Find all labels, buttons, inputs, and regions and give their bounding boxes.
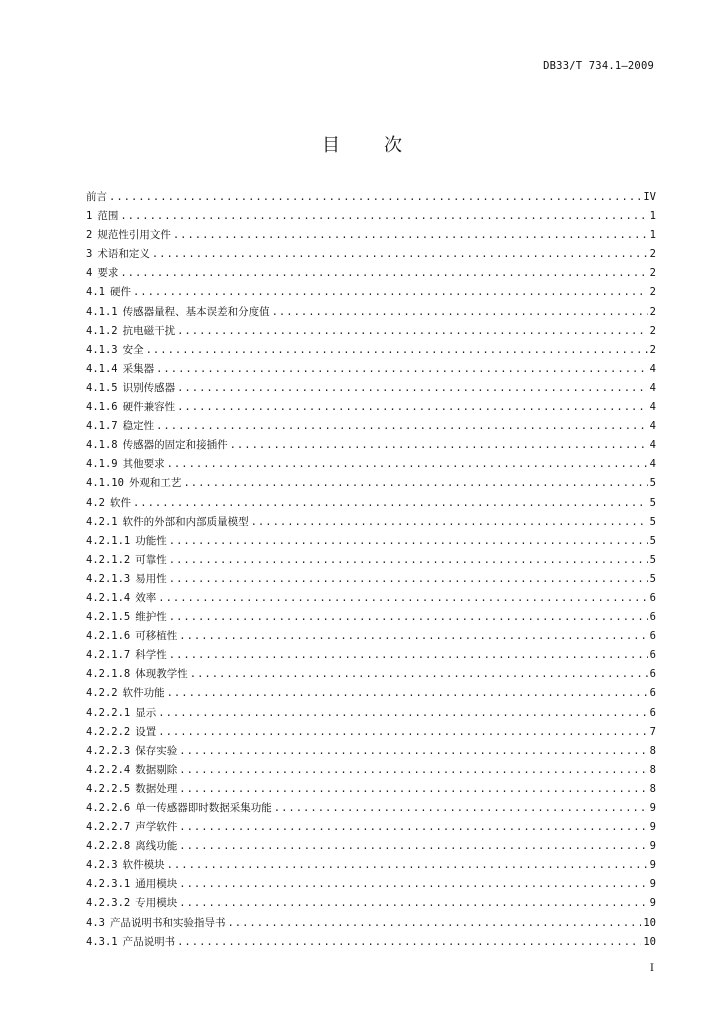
toc-entry-page: 6 [649, 687, 656, 700]
toc-entry-number: 4.2.1.1 [86, 534, 131, 547]
toc-leader-dots [169, 551, 648, 570]
toc-entry-title: 保存实验 [135, 744, 178, 757]
toc-leader-dots [158, 704, 647, 723]
toc-leader-dots [177, 322, 648, 341]
toc-entry-title: 软件 [109, 496, 131, 509]
toc-leader-dots [133, 283, 648, 302]
toc-leader-dots [179, 818, 647, 837]
toc-entry-number: 4.2.2.3 [86, 744, 131, 757]
toc-entry-number: 4.1.8 [86, 439, 118, 452]
toc-leader-dots [152, 245, 648, 264]
toc-leader-dots [120, 207, 647, 226]
toc-entry-number: 4.2.3.1 [86, 878, 131, 891]
toc-leader-dots [179, 761, 647, 780]
toc-entry-number: 4.2.3 [86, 859, 118, 872]
toc-entry-page: 4 [649, 401, 656, 414]
toc-entry-number: 4.2.3.2 [86, 897, 131, 910]
toc-entry-title: 规范性引用文件 [97, 229, 171, 242]
toc-entry-title: 维护性 [135, 611, 167, 624]
toc-leader-dots [133, 494, 648, 513]
toc-entry-number: 2 [86, 229, 93, 242]
toc-entry-title: 可移植性 [135, 630, 178, 643]
toc-entry[interactable] [86, 341, 656, 360]
toc-entry-page: 10 [643, 916, 656, 929]
toc-entry[interactable] [86, 513, 656, 532]
toc-entry[interactable] [86, 532, 656, 551]
toc-entry-title: 设置 [135, 725, 157, 738]
toc-entry-page: 5 [649, 572, 656, 585]
toc-entry-title: 识别传感器 [122, 381, 176, 394]
toc-entry[interactable] [86, 894, 656, 913]
toc-entry-page: 7 [649, 725, 656, 738]
toc-leader-dots [177, 933, 641, 952]
toc-entry-number: 4.2.1.2 [86, 553, 131, 566]
toc-entry[interactable] [86, 875, 656, 894]
toc-entry[interactable] [86, 665, 656, 684]
toc-entry-page: 10 [643, 935, 656, 948]
toc-entry-number: 4.2.1.8 [86, 668, 131, 681]
toc-entry-number: 4.1.4 [86, 362, 118, 375]
toc-entry[interactable] [86, 207, 656, 226]
toc-entry-title: 前言 [86, 191, 107, 203]
toc-entry-number: 4.1 [86, 286, 105, 299]
toc-entry-number: 4.2 [86, 496, 105, 509]
toc-leader-dots [179, 627, 647, 646]
toc-entry-title: 抗电磁干扰 [122, 324, 176, 337]
toc-leader-dots [169, 608, 648, 627]
toc-entry-title: 可靠性 [135, 553, 167, 566]
toc-entry-page: 5 [649, 534, 656, 547]
toc-entry[interactable] [86, 379, 656, 398]
toc-entry-number: 4.2.1.4 [86, 591, 131, 604]
toc-entry-title: 其他要求 [122, 458, 165, 471]
toc-leader-dots [173, 226, 648, 245]
toc-leader-dots [167, 856, 648, 875]
toc-leader-dots [169, 570, 648, 589]
toc-entry[interactable] [86, 474, 656, 493]
toc-entry[interactable] [86, 799, 656, 818]
document-code: DB33/T 734.1—2009 [543, 60, 654, 72]
page-number: I [649, 962, 654, 974]
toc-entry-title: 功能性 [135, 534, 167, 547]
toc-leader-dots [179, 894, 647, 913]
toc-entry[interactable] [86, 589, 656, 608]
toc-entry-title: 硬件 [109, 286, 131, 299]
toc-entry[interactable] [86, 188, 656, 207]
toc-entry-page: 2 [649, 248, 656, 261]
toc-entry-title: 体现教学性 [135, 668, 188, 681]
toc-entry-title: 产品说明书 [122, 935, 176, 948]
toc-entry[interactable] [86, 704, 656, 723]
toc-entry-page: 9 [649, 821, 656, 834]
toc-entry-page: 5 [649, 553, 656, 566]
toc-leader-dots [251, 513, 648, 532]
toc-entry[interactable] [86, 684, 656, 703]
toc-entry-number: 4.2.2.6 [86, 802, 131, 814]
toc-entry-page: 1 [649, 210, 656, 223]
toc-entry-number: 4.1.6 [86, 401, 118, 414]
toc-entry-number: 4.1.3 [86, 343, 118, 356]
table-of-contents [86, 188, 656, 952]
toc-entry-number: 4.1.5 [86, 381, 118, 394]
page-title-char-1: 目 [322, 135, 340, 156]
toc-entry[interactable] [86, 398, 656, 417]
toc-leader-dots [169, 532, 648, 551]
toc-entry-title: 软件的外部和内部质量模型 [122, 515, 249, 528]
toc-entry-title: 传感器量程、基本误差和分度值 [122, 305, 270, 318]
toc-entry-number: 4.2.2.4 [86, 763, 131, 776]
toc-entry[interactable] [86, 646, 656, 665]
toc-leader-dots [179, 837, 647, 856]
toc-entry[interactable] [86, 551, 656, 570]
toc-entry[interactable] [86, 226, 656, 245]
toc-entry-number: 4.1.1 [86, 305, 118, 318]
toc-entry-title: 传感器的固定和接插件 [122, 439, 228, 452]
toc-entry-page: 4 [649, 381, 656, 394]
toc-entry-number: 4.3 [86, 916, 105, 929]
toc-leader-dots [156, 360, 648, 379]
toc-leader-dots [167, 684, 648, 703]
toc-entry-number: 4.2.2.5 [86, 782, 131, 795]
toc-leader-dots [274, 799, 648, 818]
toc-leader-dots [156, 417, 648, 436]
toc-leader-dots [120, 264, 647, 283]
toc-entry-page: 8 [649, 744, 656, 757]
toc-entry-title: 要求 [97, 267, 119, 280]
toc-entry[interactable] [86, 818, 656, 837]
toc-entry-title: 外观和工艺 [128, 477, 182, 490]
toc-entry-page: 9 [649, 802, 656, 814]
toc-entry-page: 5 [649, 496, 656, 509]
toc-entry[interactable] [86, 742, 656, 761]
toc-entry-title: 采集器 [122, 362, 155, 375]
toc-entry[interactable] [86, 303, 656, 322]
toc-entry-number: 4.1.2 [86, 324, 118, 337]
toc-entry-title: 声学软件 [135, 821, 178, 834]
toc-entry-number: 4.2.2.7 [86, 821, 131, 834]
toc-entry-page: 6 [649, 706, 656, 719]
toc-entry-number: 4.1.10 [86, 477, 124, 490]
toc-leader-dots [158, 723, 647, 742]
toc-entry-title: 软件模块 [122, 859, 165, 872]
toc-entry-page: 9 [649, 878, 656, 891]
toc-entry-page: 4 [649, 458, 656, 471]
toc-leader-dots [109, 188, 641, 207]
toc-entry-title: 软件功能 [122, 687, 165, 700]
toc-entry-number: 4.2.2.1 [86, 706, 131, 719]
toc-entry-title: 效率 [135, 591, 157, 604]
toc-entry-number: 4.1.9 [86, 458, 118, 471]
toc-entry[interactable] [86, 837, 656, 856]
toc-entry-title: 安全 [122, 343, 144, 356]
toc-entry-number: 1 [86, 210, 93, 223]
toc-entry-page: 4 [649, 362, 656, 375]
toc-leader-dots [158, 589, 647, 608]
toc-entry-page: 2 [649, 343, 656, 356]
toc-entry-title: 通用模块 [135, 878, 178, 891]
toc-leader-dots [179, 780, 647, 799]
toc-entry-title: 单一传感器即时数据采集功能 [135, 802, 272, 814]
toc-entry-number: 4.2.1.6 [86, 630, 131, 643]
toc-entry[interactable] [86, 627, 656, 646]
toc-entry-page: 6 [649, 649, 656, 662]
toc-entry-page: 6 [649, 611, 656, 624]
toc-entry-number: 4.2.1.3 [86, 572, 131, 585]
toc-entry[interactable] [86, 245, 656, 264]
toc-entry-page: 2 [649, 286, 656, 299]
toc-entry-title: 稳定性 [122, 420, 155, 433]
toc-entry-title: 离线功能 [135, 840, 178, 853]
toc-entry[interactable] [86, 608, 656, 627]
toc-entry-number: 4.2.1.5 [86, 611, 131, 624]
toc-leader-dots [272, 303, 648, 322]
toc-entry-title: 范围 [97, 210, 119, 223]
toc-entry-number: 4.2.1 [86, 515, 118, 528]
toc-entry-title: 硬件兼容性 [122, 401, 176, 414]
toc-leader-dots [179, 742, 647, 761]
toc-entry-title: 显示 [135, 706, 157, 719]
toc-entry[interactable] [86, 322, 656, 341]
toc-entry-page: 1 [649, 229, 656, 242]
toc-entry[interactable] [86, 360, 656, 379]
toc-entry-title: 产品说明书和实验指导书 [109, 916, 226, 929]
toc-entry-page: 5 [649, 477, 656, 490]
toc-entry-title: 数据剔除 [135, 763, 178, 776]
toc-entry[interactable] [86, 856, 656, 875]
toc-entry-page: 8 [649, 782, 656, 795]
toc-entry-title: 易用性 [135, 572, 167, 585]
toc-entry-title: 术语和定义 [97, 248, 150, 261]
toc-entry-page: 2 [649, 267, 656, 280]
toc-entry[interactable] [86, 264, 656, 283]
toc-entry-page: 8 [649, 763, 656, 776]
toc-leader-dots [177, 398, 648, 417]
toc-entry-page: 2 [649, 305, 656, 318]
toc-leader-dots [146, 341, 648, 360]
page-title [0, 131, 724, 157]
toc-entry[interactable] [86, 570, 656, 589]
toc-leader-dots [169, 646, 648, 665]
toc-entry-number: 4.2.2.8 [86, 840, 131, 853]
toc-entry-number: 4.3.1 [86, 935, 118, 948]
toc-leader-dots [190, 665, 648, 684]
toc-entry-title: 科学性 [135, 649, 167, 662]
toc-entry[interactable] [86, 780, 656, 799]
toc-leader-dots [183, 474, 647, 493]
toc-entry[interactable] [86, 455, 656, 474]
toc-entry-page: 2 [649, 324, 656, 337]
toc-leader-dots [227, 914, 641, 933]
toc-entry[interactable] [86, 436, 656, 455]
toc-entry-page: 9 [649, 897, 656, 910]
toc-entry[interactable] [86, 761, 656, 780]
toc-entry[interactable] [86, 494, 656, 513]
toc-entry-page: 4 [649, 439, 656, 452]
toc-entry-title: 专用模块 [135, 897, 178, 910]
toc-entry-page: 4 [649, 420, 656, 433]
toc-entry-title: 数据处理 [135, 782, 178, 795]
toc-leader-dots [167, 455, 648, 474]
toc-entry-page: 6 [649, 668, 656, 681]
toc-entry-page: 5 [649, 515, 656, 528]
toc-entry[interactable] [86, 933, 656, 952]
toc-leader-dots [230, 436, 648, 455]
toc-leader-dots [179, 875, 647, 894]
toc-entry-page: 6 [649, 630, 656, 643]
toc-entry[interactable] [86, 417, 656, 436]
toc-entry-number: 4.1.7 [86, 420, 118, 433]
toc-entry[interactable] [86, 914, 656, 933]
toc-entry[interactable] [86, 283, 656, 302]
toc-entry-number: 4.2.2.2 [86, 725, 131, 738]
toc-entry-number: 3 [86, 248, 93, 261]
toc-entry-page: 9 [649, 840, 656, 853]
toc-entry-number: 4.2.1.7 [86, 649, 131, 662]
toc-entry-number: 4.2.2 [86, 687, 118, 700]
toc-entry-number: 4 [86, 267, 93, 280]
toc-entry-page: IV [643, 191, 656, 203]
toc-entry-page: 9 [649, 859, 656, 872]
toc-leader-dots [177, 379, 648, 398]
page-title-char-2: 次 [384, 135, 402, 156]
toc-entry-page: 6 [649, 591, 656, 604]
toc-entry[interactable] [86, 723, 656, 742]
